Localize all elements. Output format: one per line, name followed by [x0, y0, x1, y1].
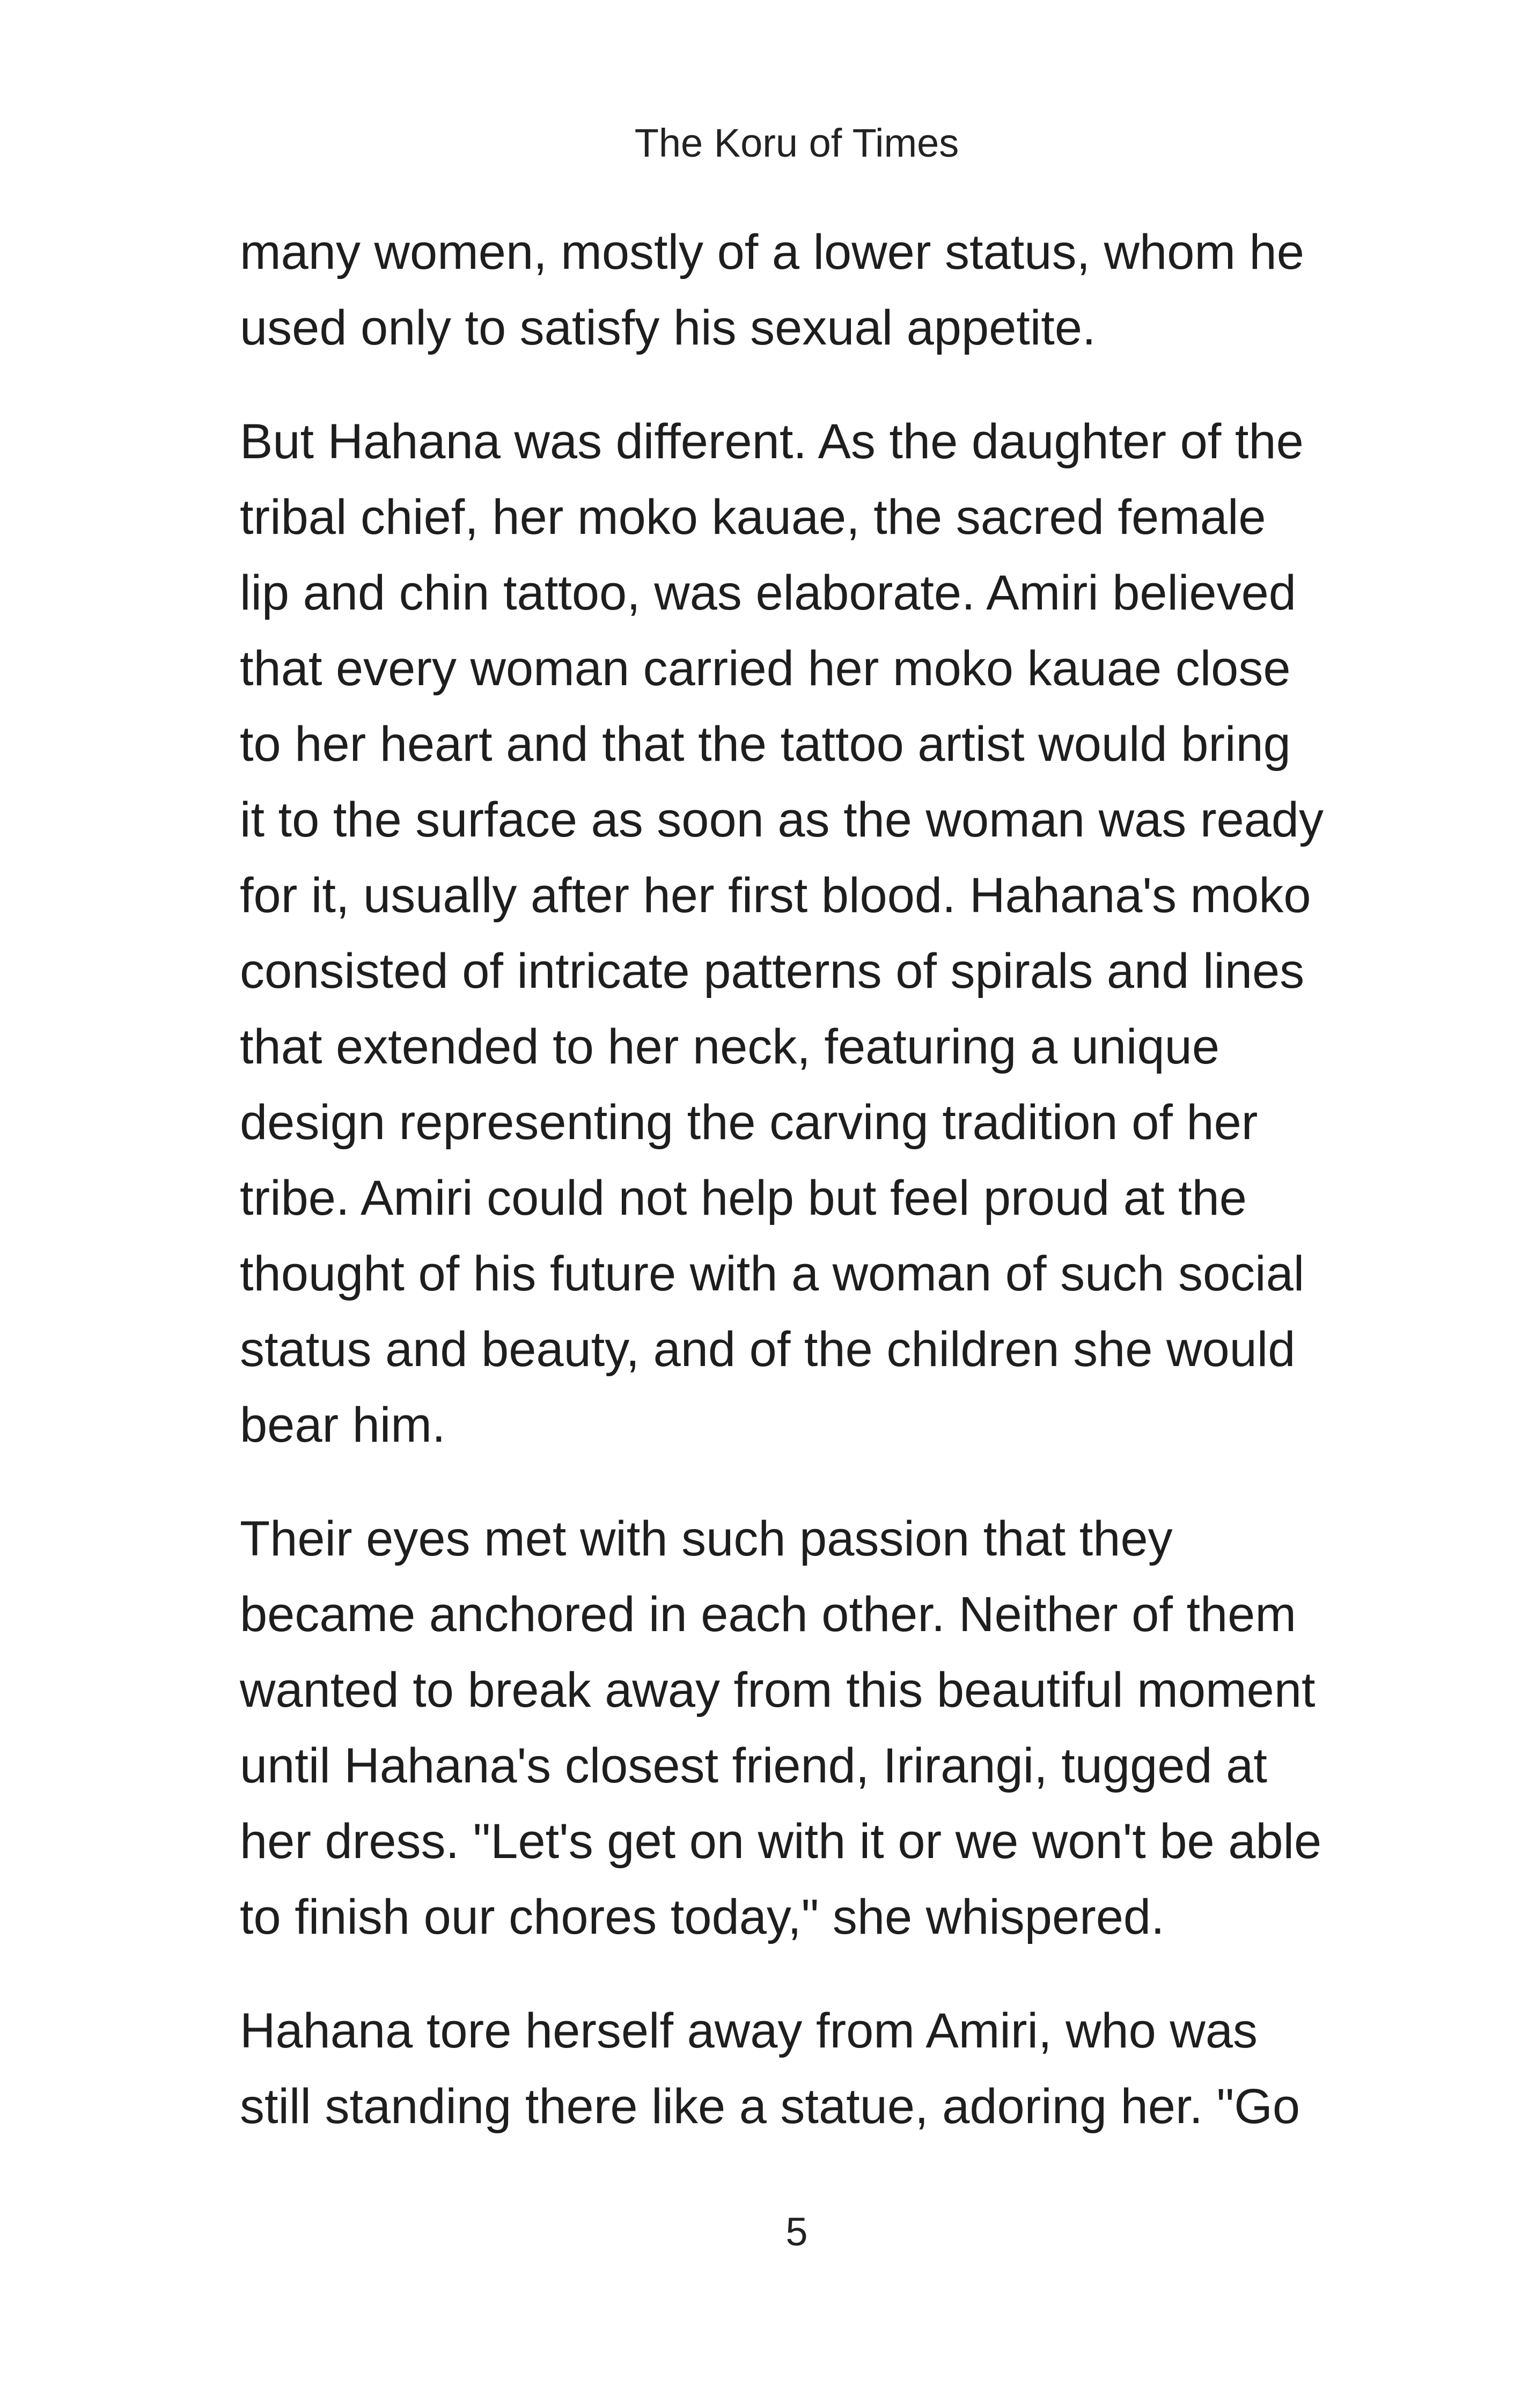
text-line: But Hahana was different. As the daughter of the — [240, 414, 1304, 469]
text-line: it to the surface as soon as the woman was ready — [240, 792, 1324, 847]
text-line: to her heart and that the tattoo artist would bring — [240, 717, 1291, 772]
text-line: tribe. Amiri could not help but feel proud at the — [240, 1171, 1247, 1225]
text-line: to finish our chores today," she whispered. — [240, 1890, 1165, 1944]
text-line: that every woman carried her moko kauae close — [240, 641, 1291, 696]
text-line: tribal chief, her moko kauae, the sacred female — [240, 490, 1266, 545]
text-line: bear him. — [240, 1398, 446, 1452]
text-line: still standing there like a statue, adoring her. "Go — [240, 2079, 1300, 2134]
text-line: used only to satisfy his sexual appetite. — [240, 300, 1096, 355]
paragraph-3 — [240, 1501, 1377, 1955]
text-line: until Hahana's closest friend, Irirangi, tugged at — [240, 1738, 1267, 1793]
text-line: for it, usually after her first blood. Hahana's moko — [240, 868, 1311, 923]
paragraph-1 — [240, 215, 1377, 366]
text-line: her dress. "Let's get on with it or we won't be able — [240, 1814, 1322, 1869]
paragraph-4 — [240, 1993, 1377, 2145]
text-line: status and beauty, and of the children she would — [240, 1322, 1296, 1377]
text-line: many women, mostly of a lower status, whom he — [240, 225, 1304, 280]
text-line: Their eyes met with such passion that they — [240, 1511, 1173, 1566]
text-line: lip and chin tattoo, was elaborate. Amiri believed — [240, 566, 1296, 620]
text-line: that extended to her neck, featuring a unique — [240, 1019, 1219, 1074]
text-line: design representing the carving tradition of her — [240, 1095, 1258, 1150]
page-body-text — [240, 215, 1377, 2145]
text-line: wanted to break away from this beautiful moment — [240, 1663, 1316, 1717]
text-line: Hahana tore herself away from Amiri, who was — [240, 2003, 1258, 2058]
text-line: thought of his future with a woman of such social — [240, 1246, 1305, 1301]
text-line: consisted of intricate patterns of spirals and lines — [240, 944, 1305, 999]
paragraph-2 — [240, 404, 1377, 1463]
text-line: became anchored in each other. Neither of them — [240, 1587, 1296, 1642]
page-number: 5 — [785, 2209, 808, 2254]
running-title: The Koru of Times — [634, 121, 959, 165]
